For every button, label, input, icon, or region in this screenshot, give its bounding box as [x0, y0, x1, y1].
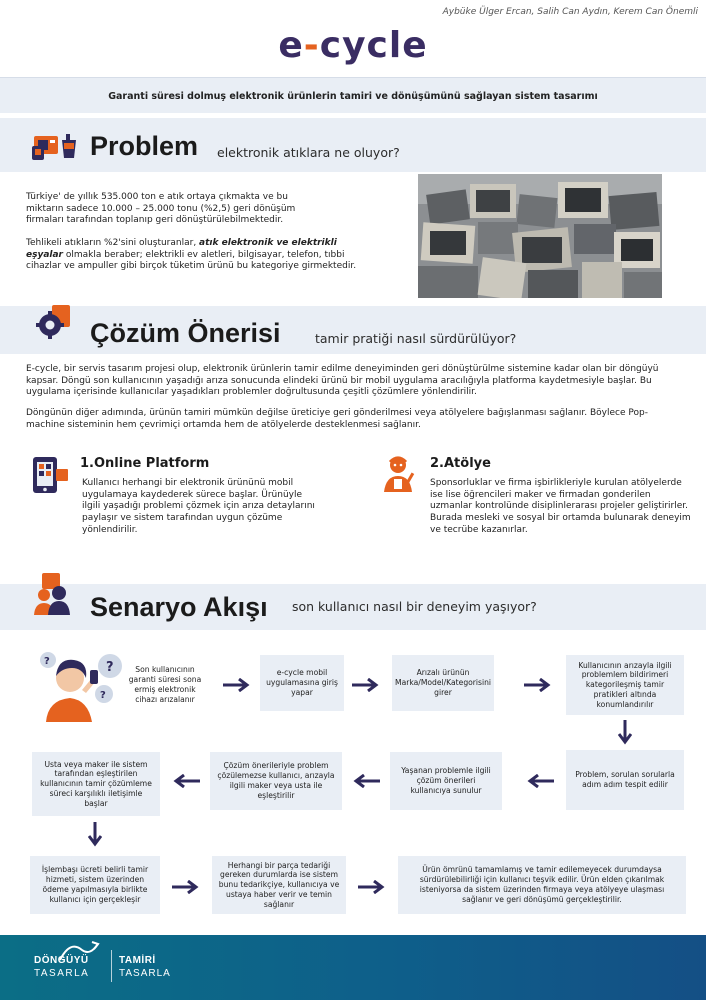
step-6: Yaşanan problemle ilgili çözüm önerileri kullanıcıya sunulur — [390, 752, 502, 810]
logo — [0, 24, 706, 68]
arrow-left-icon — [526, 774, 554, 788]
online-platform-text: Kullanıcı herhangi bir elektronik ürününü mobil uygulamaya kaydederek sürece başlar. Ürünüyle ilgili yaşadığı problemi çözmek için arıza detaylarını paylaşır ve sistem tarafından uygun çözüme yönlendirilir. — [82, 478, 315, 535]
step-8: Usta veya maker ile sistem tarafından eşleştirilen kullanıcının tamir çözümleme süreci karşılıklı iletişimle başlar — [32, 752, 160, 816]
confused-user-illustration — [38, 650, 124, 722]
arrow-left-icon — [352, 774, 380, 788]
arrow-right-icon — [352, 678, 380, 692]
step-5: Problem, sorulan sorularla adım adım tespit edilir — [566, 750, 684, 810]
arrow-right-icon — [223, 678, 251, 692]
page-subtitle: Garanti süresi dolmuş elektronik ürünlerin tamiri ve dönüşümünü sağlayan sistem tasarımı — [108, 91, 598, 102]
footer-brand-1-bottom: TASARLA — [34, 968, 90, 979]
step-2: e-cycle mobil uygulamasına giriş yapar — [260, 655, 344, 711]
maker-workshop-icon — [376, 452, 420, 496]
problem-p2-before: Tehlikeli atıkların %2'sini oluşturanlar, — [26, 238, 200, 248]
step-9: İşlembaşı ücreti belirli tamir hizmeti, sistem üzerinden ödeme yapılmasıyla birlikte kullanıcı için gerçekleşir — [30, 856, 160, 914]
arrow-down-icon — [88, 822, 102, 848]
ewaste-photo — [418, 174, 662, 298]
workshop-title: 2.Atölye — [430, 456, 491, 471]
step-11: Ürün ömrünü tamamlamış ve tamir edilemeyecek durumdaysa sürdürülebilirliği için kullanıcı teşvik edilir. Ürün elden çıkarılmak isteniyorsa da sistem üzerinden firmaya veya atölyeye ulaşması sağlanır ve geri dönüşümü gerçekleştirilir. — [398, 856, 686, 914]
arrow-right-icon — [524, 678, 552, 692]
arrow-left-icon — [172, 774, 200, 788]
step-1: Son kullanıcının garanti süresi sona ermiş elektronik cihazı arızalanır — [128, 665, 202, 704]
solution-title: Çözüm Önerisi — [90, 318, 281, 348]
gear-icon — [34, 303, 74, 341]
logo-right: cycle — [319, 25, 428, 66]
problem-subtitle: elektronik atıklara ne oluyor? — [217, 145, 400, 160]
problem-paragraph-1: Türkiye' de yıllık 535.000 ton e atık ortaya çıkmakta ve bu miktarın sadece 10.000 – 25.000 tonu (%2,5) geri dönüşüm firmaları tarafından toplanıp geri dönüştürülebilmektedir. — [26, 192, 296, 225]
scenario-title: Senaryo Akışı — [90, 592, 268, 622]
arrow-right-icon — [172, 880, 200, 894]
step-10: Herhangi bir parça tedariği gereken durumlarda ise sistem bunu tedarikçiye, kullanıcıya ve ustaya haber verir ve temin sağlanır — [212, 856, 346, 914]
step-7: Çözüm önerileriyle problem çözülemezse kullanıcı, arızayla ilgili maker veya usta ile eşleştirilir — [210, 752, 342, 810]
problem-p2-emphasis: atık elektronik ve elektrikli eşyalar — [26, 238, 337, 260]
logo-dash: - — [303, 25, 320, 66]
problem-paragraph-2 — [26, 238, 366, 273]
svg-text:?: ? — [106, 660, 114, 675]
problem-title: Problem — [90, 131, 199, 161]
arrow-right-icon — [358, 880, 386, 894]
footer-brand-1-top: DÖNGÜYÜ — [34, 955, 89, 966]
footer-brand-2-top: TAMİRİ — [119, 955, 156, 966]
step-3: Arızalı ürünün Marka/Model/Kategorisini girer — [392, 655, 494, 711]
svg-text:?: ? — [100, 690, 106, 701]
arrow-down-icon — [618, 720, 632, 746]
solution-paragraph-1: E-cycle, bir servis tasarım projesi olup, elektronik ürünlerin tamir edilme deneyiminden geri dönüştürülme sistemine kadar olan bir döngüyü kapsar. Döngü son kullanıcının yaşadığı arıza sonucunda elindeki ürünü bir mobil uygulama aracılığıyla platforma kaydetmesiyle başlar. Bu uygulama içerisinde kullanıcılar yaşadıkları problemler doğrultusunda çeşitli çözümlere yönlendirilir. — [26, 364, 659, 397]
footer — [0, 935, 706, 1000]
workshop-text: Sponsorluklar ve firma işbirlikleriyle kurulan atölyelerde ise lise öğrencileri maker ve firmadan gonderilen uzmanlar kontrolünde disiplinlerarası projeler geliştirirler. Burada mesleki ve sosyal bir ortamda bulunarak deneyim ve tecrübe kazanırlar. — [430, 478, 691, 535]
solution-paragraph-2: Döngünün diğer adımında, ürünün tamiri mümkün değilse üreticiye geri gönderilmesi veya atölyelere bağışlanması sağlanır. Böylece Pop-machine sisteminin hem çevrimiçi ortamda hem de atölyelerde desteklenmesi sağlanır. — [26, 408, 648, 430]
footer-divider — [111, 950, 112, 982]
authors: Aybüke Ülger Ercan, Salih Can Aydın, Kerem Can Önemli — [442, 7, 698, 17]
scenario-subtitle: son kullanıcı nasıl bir deneyim yaşıyor? — [292, 599, 537, 614]
problem-p2-after: olmakla beraber; elektrikli ev aletleri, bilgisayar, telefon, tıbbi cihazlar ve ampuller gibi birçok tüketim ürünü bu kategoriye girmektedir. — [26, 249, 357, 271]
svg-text:?: ? — [44, 656, 50, 667]
footer-brand-2-bottom: TASARLA — [119, 968, 171, 979]
logo-left: e — [278, 25, 304, 66]
people-scenario-icon — [32, 573, 72, 615]
step-4: Kullanıcının arızayla ilgili problemlem bildirimeri kategorileşmiş tamir pratikleri altında konumlandırılır — [566, 655, 684, 715]
solution-subtitle: tamir pratiği nasıl sürdürülüyor? — [315, 331, 517, 346]
online-platform-title: 1.Online Platform — [80, 456, 210, 471]
appliances-icon — [32, 126, 82, 160]
mobile-platform-icon — [30, 455, 70, 495]
